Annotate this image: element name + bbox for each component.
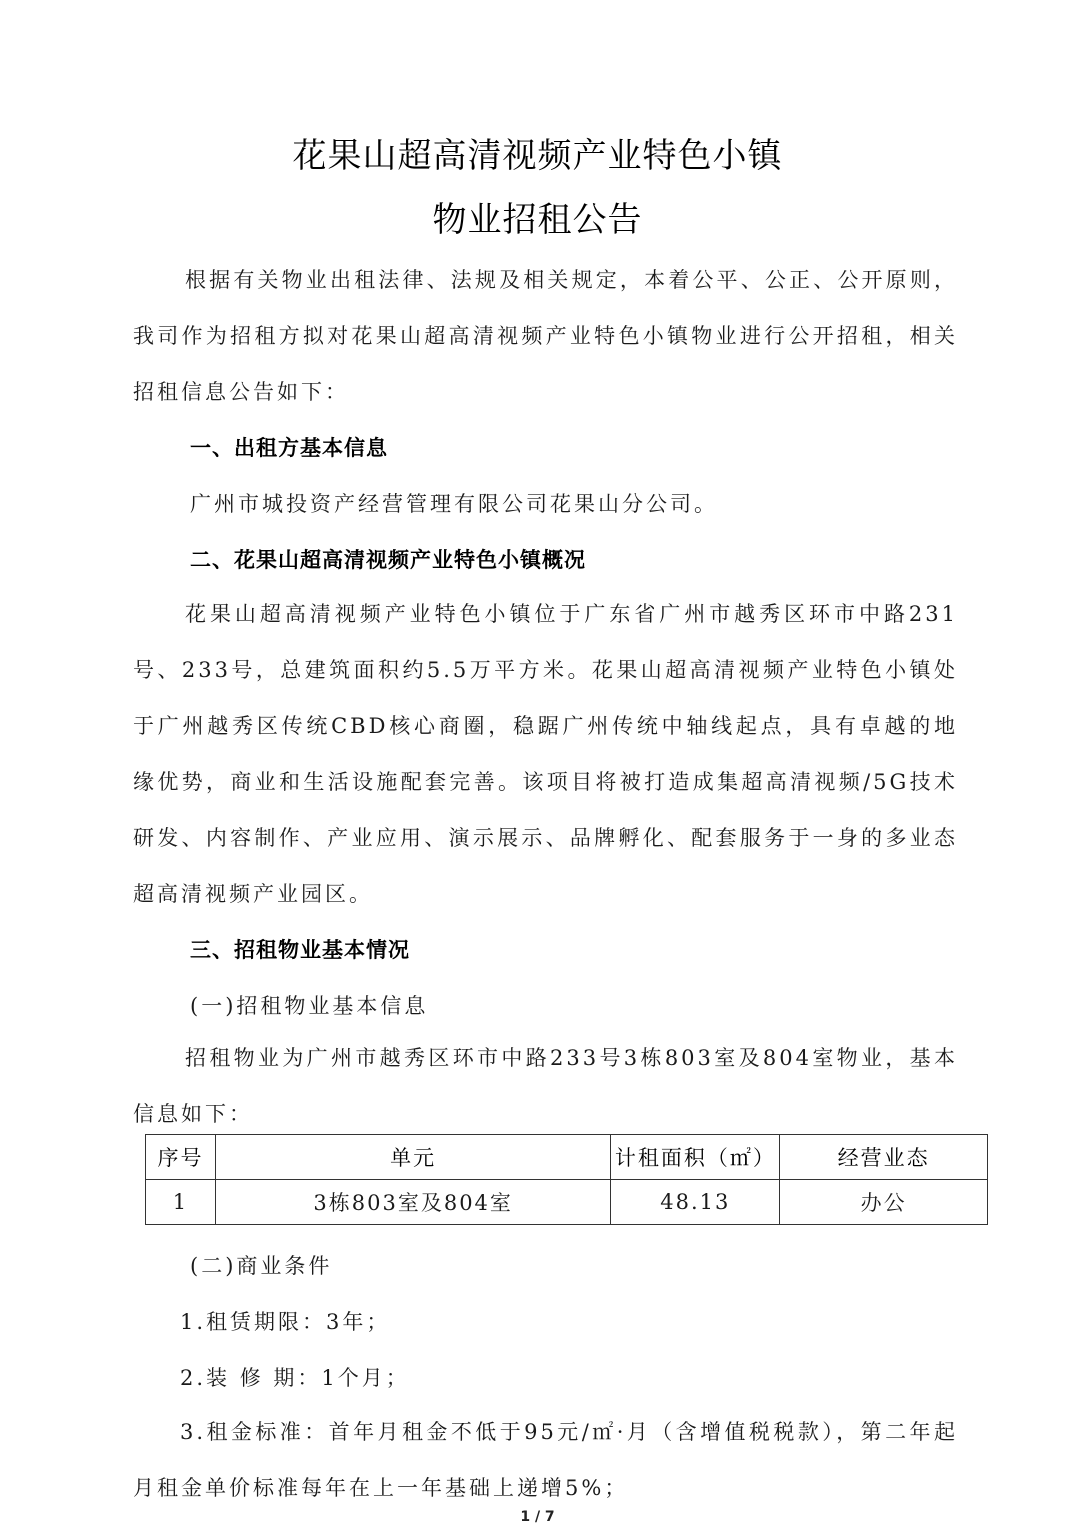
table-header-cell: 单元 (215, 1135, 610, 1180)
title-line-1: 花果山超高清视频产业特色小镇 (292, 136, 783, 176)
table-header-cell: 序号 (146, 1135, 216, 1180)
property-table (145, 1134, 988, 1225)
subsection1-heading: (一)招租物业基本信息 (190, 994, 429, 1018)
table-cell: 3栋803室及804室 (215, 1180, 610, 1225)
section3-heading: 三、招租物业基本情况 (190, 938, 410, 962)
table-header-row (146, 1135, 988, 1180)
table-header-cell: 计租面积（㎡） (611, 1135, 780, 1180)
section2-paragraph: 花果山超高清视频产业特色小镇位于广东省广州市越秀区环市中路231号、233号，总建筑面积约5.5万平方米。花果山超高清视频产业特色小镇处于广州越秀区传统CBD核心商圈，稳踞广州传统中轴线起点，具有卓越的地缘优势，商业和生活设施配套完善。该项目将被打造成集超高清视频/5G技术研发、内容制作、产业应用、演示展示、品牌孵化、配套服务于一身的多业态超高清视频产业园区。 (133, 602, 958, 906)
table-header-cell: 经营业态 (780, 1135, 988, 1180)
intro-paragraph: 根据有关物业出租法律、法规及相关规定，本着公平、公正、公开原则，我司作为招租方拟对花果山超高清视频产业特色小镇物业进行公开招租，相关招租信息公告如下： (133, 268, 958, 404)
list-item-2: 2.装 修 期：1个月； (180, 1366, 410, 1390)
list-item-3: 3.租金标准：首年月租金不低于95元/㎡·月（含增值税税款），第二年起月租金单价标准每年在上一年基础上递增5%； (133, 1420, 958, 1500)
subsection1-paragraph: 招租物业为广州市越秀区环市中路233号3栋803室及804室物业，基本信息如下： (133, 1046, 958, 1126)
section1-text: 广州市城投资产经营管理有限公司花果山分公司。 (190, 492, 718, 516)
title-line-2: 物业招租公告 (432, 200, 643, 240)
subsection2-heading: (二)商业条件 (190, 1254, 333, 1278)
page-number: 1 / 7 (520, 1509, 555, 1525)
table-row (146, 1180, 988, 1225)
table-cell: 48.13 (611, 1180, 780, 1225)
table-cell: 办公 (780, 1180, 988, 1225)
section1-heading: 一、出租方基本信息 (190, 436, 388, 460)
section2-heading: 二、花果山超高清视频产业特色小镇概况 (190, 548, 586, 572)
list-item-1: 1.租赁期限：3年； (180, 1310, 391, 1334)
table-cell: 1 (146, 1180, 216, 1225)
